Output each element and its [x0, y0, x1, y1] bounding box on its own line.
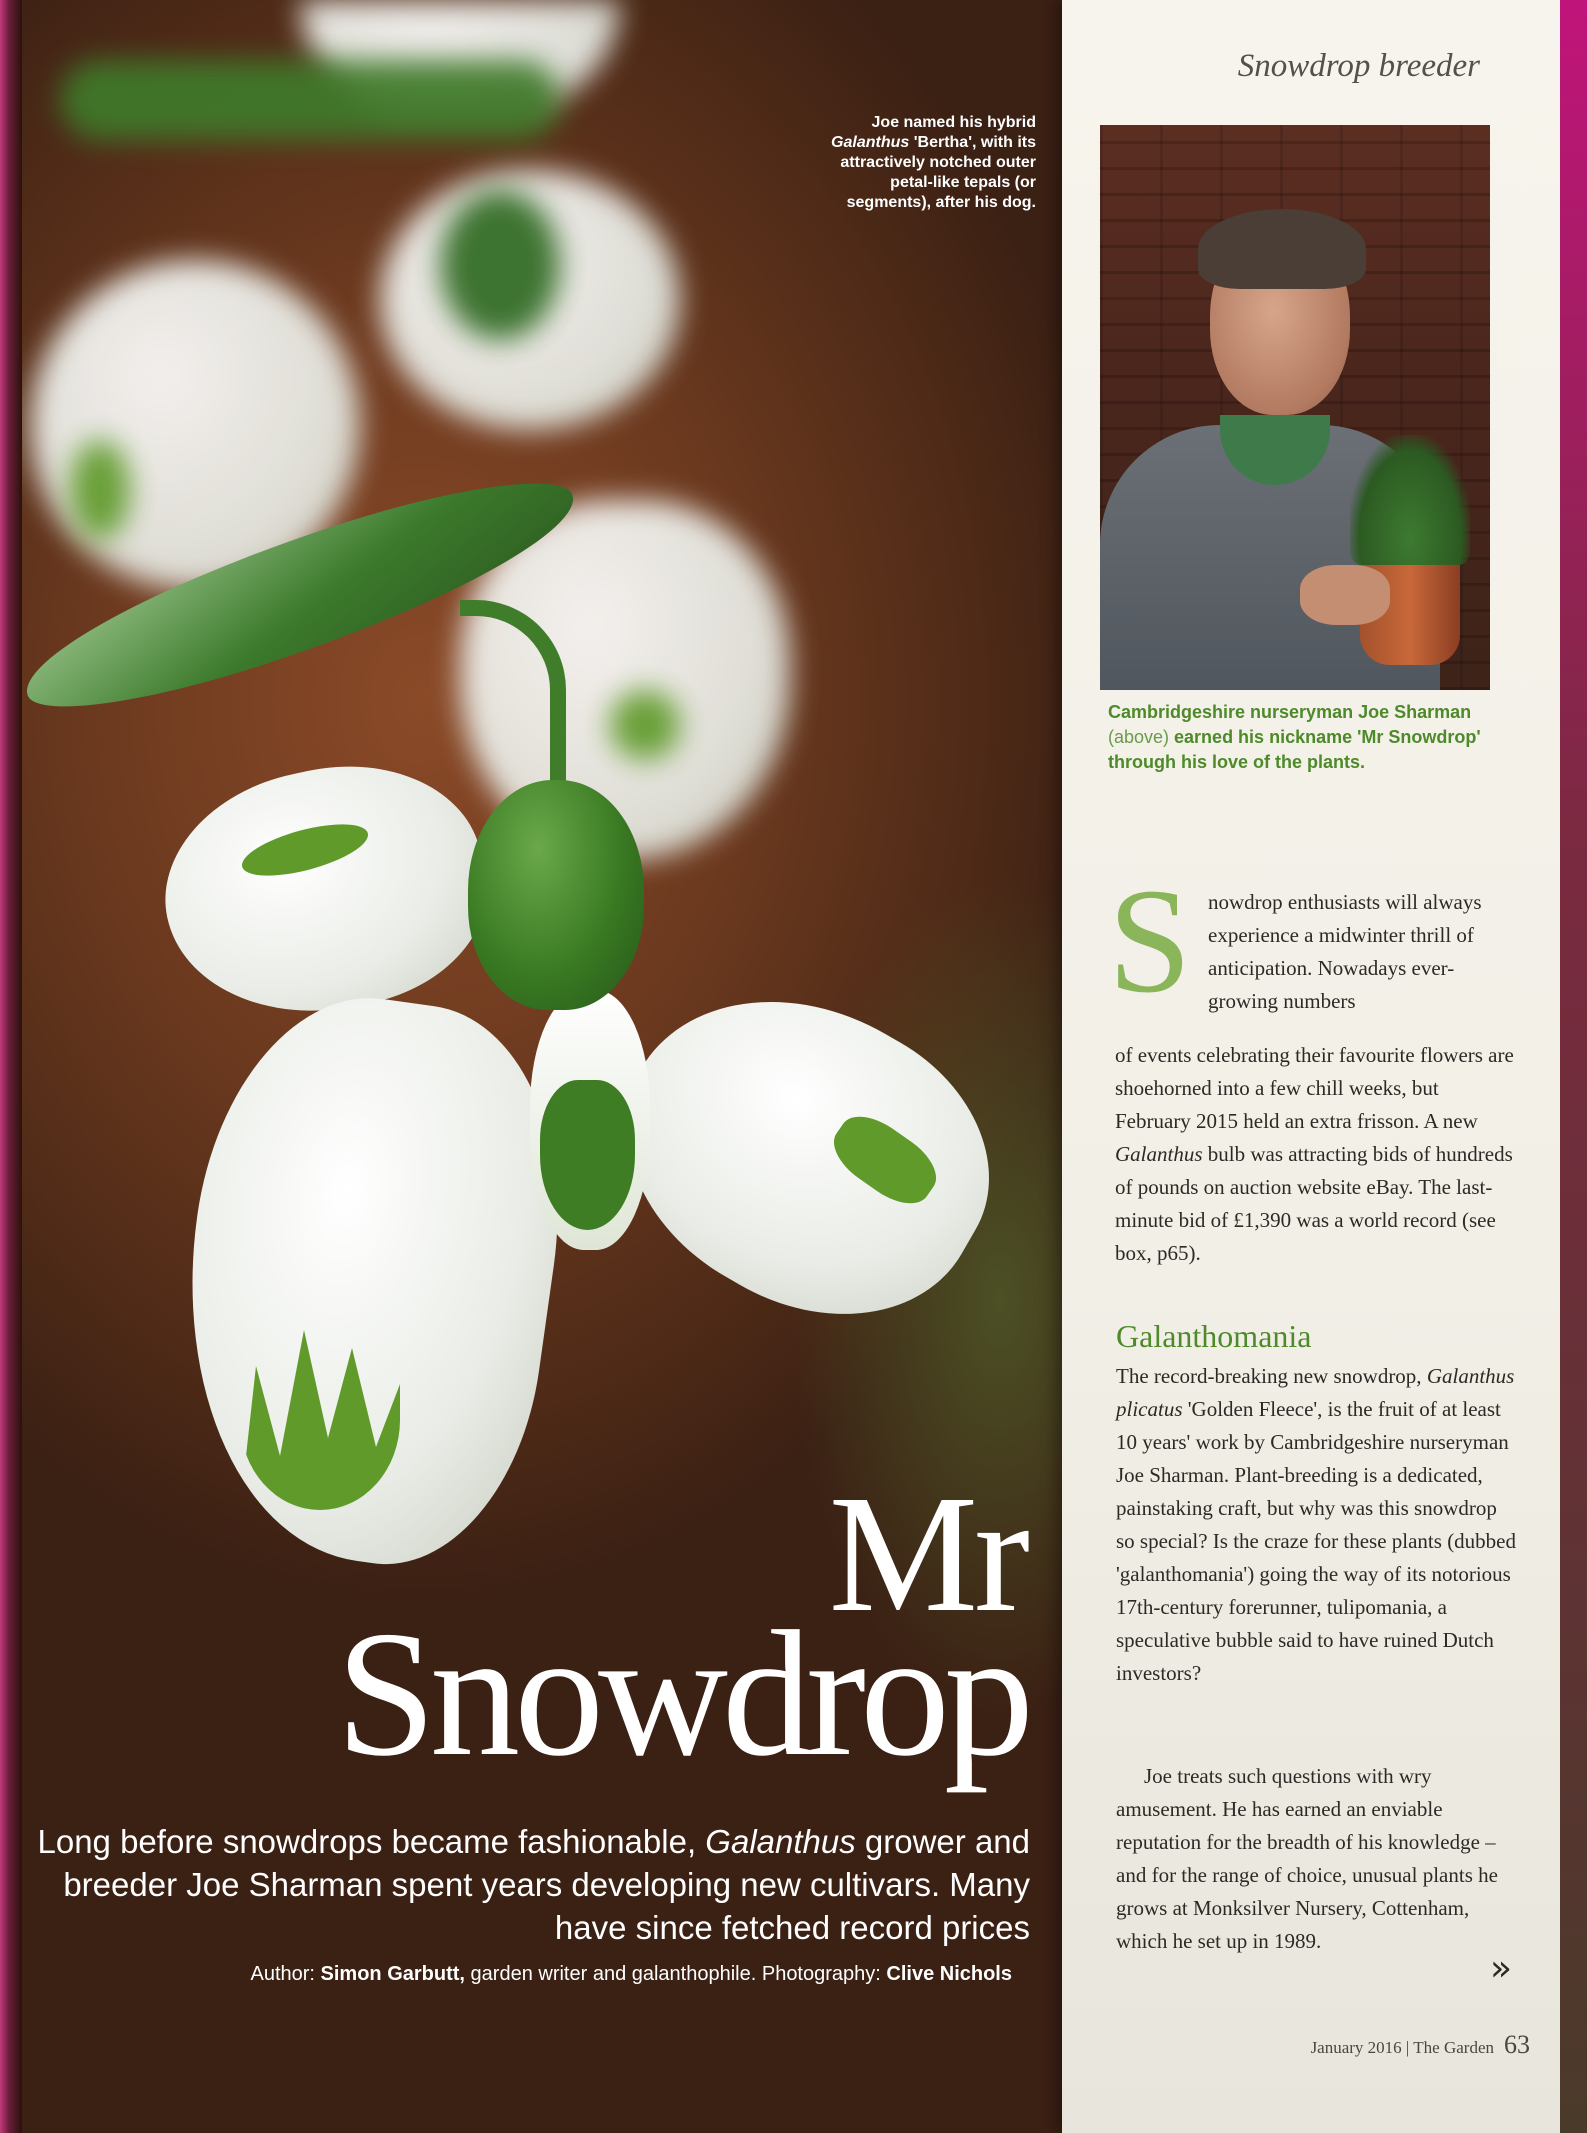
- headline-line-1: Mr: [828, 1461, 1026, 1647]
- blurred-stem: [60, 60, 560, 140]
- adjacent-page-edge: [0, 0, 22, 2133]
- hand: [1300, 565, 1390, 625]
- page-number: 63: [1504, 2030, 1530, 2059]
- section-label: Snowdrop breeder: [1237, 48, 1480, 84]
- body-paragraph: Joe treats such questions with wry amusement. He has earned an enviable reputation for the breadth of his knowledge – and for the range of choice, unusual plants he grows at Monksilver Nursery, Cottenham, which he set up in 1989.: [1116, 1764, 1498, 1953]
- ovary: [468, 780, 644, 1010]
- headline-line-2: Snowdrop: [335, 1594, 1028, 1793]
- right-page-edge: [1560, 0, 1587, 2133]
- continue-arrow-icon: »: [1490, 1948, 1513, 1989]
- body-paragraph: The record-breaking new snowdrop, Galanthus plicatus 'Golden Fleece', is the fruit of at least 10 years' work by Cambridgeshire nurseryman Joe Sharman. Plant-breeding is a dedicated, painstaking craft, but why was this snowdrop so special? Is the craze for these plants (dubbed 'galanthomania') going the way of its notorious 17th-century forerunner, tulipomania, a speculative bubble said to have ruined Dutch investors?: [1116, 1364, 1517, 1685]
- potted-snowdrops: [1350, 435, 1470, 565]
- outer-tepal-left: [144, 739, 507, 1040]
- portrait-caption: Cambridgeshire nurseryman Joe Sharman (above) earned his nickname 'Mr Snowdrop' through his love of the plants.: [1108, 702, 1481, 772]
- byline: Author: Simon Garbutt, garden writer and galanthophile. Photography: Clive Nichols: [250, 1963, 1012, 1985]
- portrait-photo: [1100, 125, 1490, 690]
- photo-caption: Joe named his hybrid Galanthus 'Bertha', with its attractively notched outer petal-like tepals (or segments), after his dog.: [831, 114, 1036, 211]
- inner-green-mark: [540, 1080, 635, 1230]
- folio: [1200, 2030, 1530, 2060]
- drop-cap: S: [1108, 858, 1192, 1024]
- person-hair: [1198, 209, 1366, 289]
- blurred-green-mark: [70, 440, 130, 540]
- outer-tepal-front: [153, 978, 587, 1583]
- blurred-stem: [440, 190, 560, 340]
- blurred-green-mark: [610, 690, 680, 760]
- subheading: Galanthomania: [1116, 1318, 1312, 1354]
- intro-paragraph-start: nowdrop enthusiasts will always experience a midwinter thrill of anticipation. Nowadays ever-growing numbers: [1208, 890, 1482, 1013]
- issue-label: January 2016 | The Garden: [1310, 2038, 1494, 2057]
- standfirst: Long before snowdrops became fashionable, Galanthus grower and breeder Joe Sharman spent years developing new cultivars. Many have since fetched record prices: [37, 1823, 1030, 1946]
- intro-paragraph-continued: of events celebrating their favourite flowers are shoehorned into a few chill weeks, but February 2015 held an extra frisson. A new Galanthus bulb was attracting bids of hundreds of pounds on auction website eBay. The last-minute bid of £1,390 was a world record (see box, p65).: [1115, 1043, 1514, 1265]
